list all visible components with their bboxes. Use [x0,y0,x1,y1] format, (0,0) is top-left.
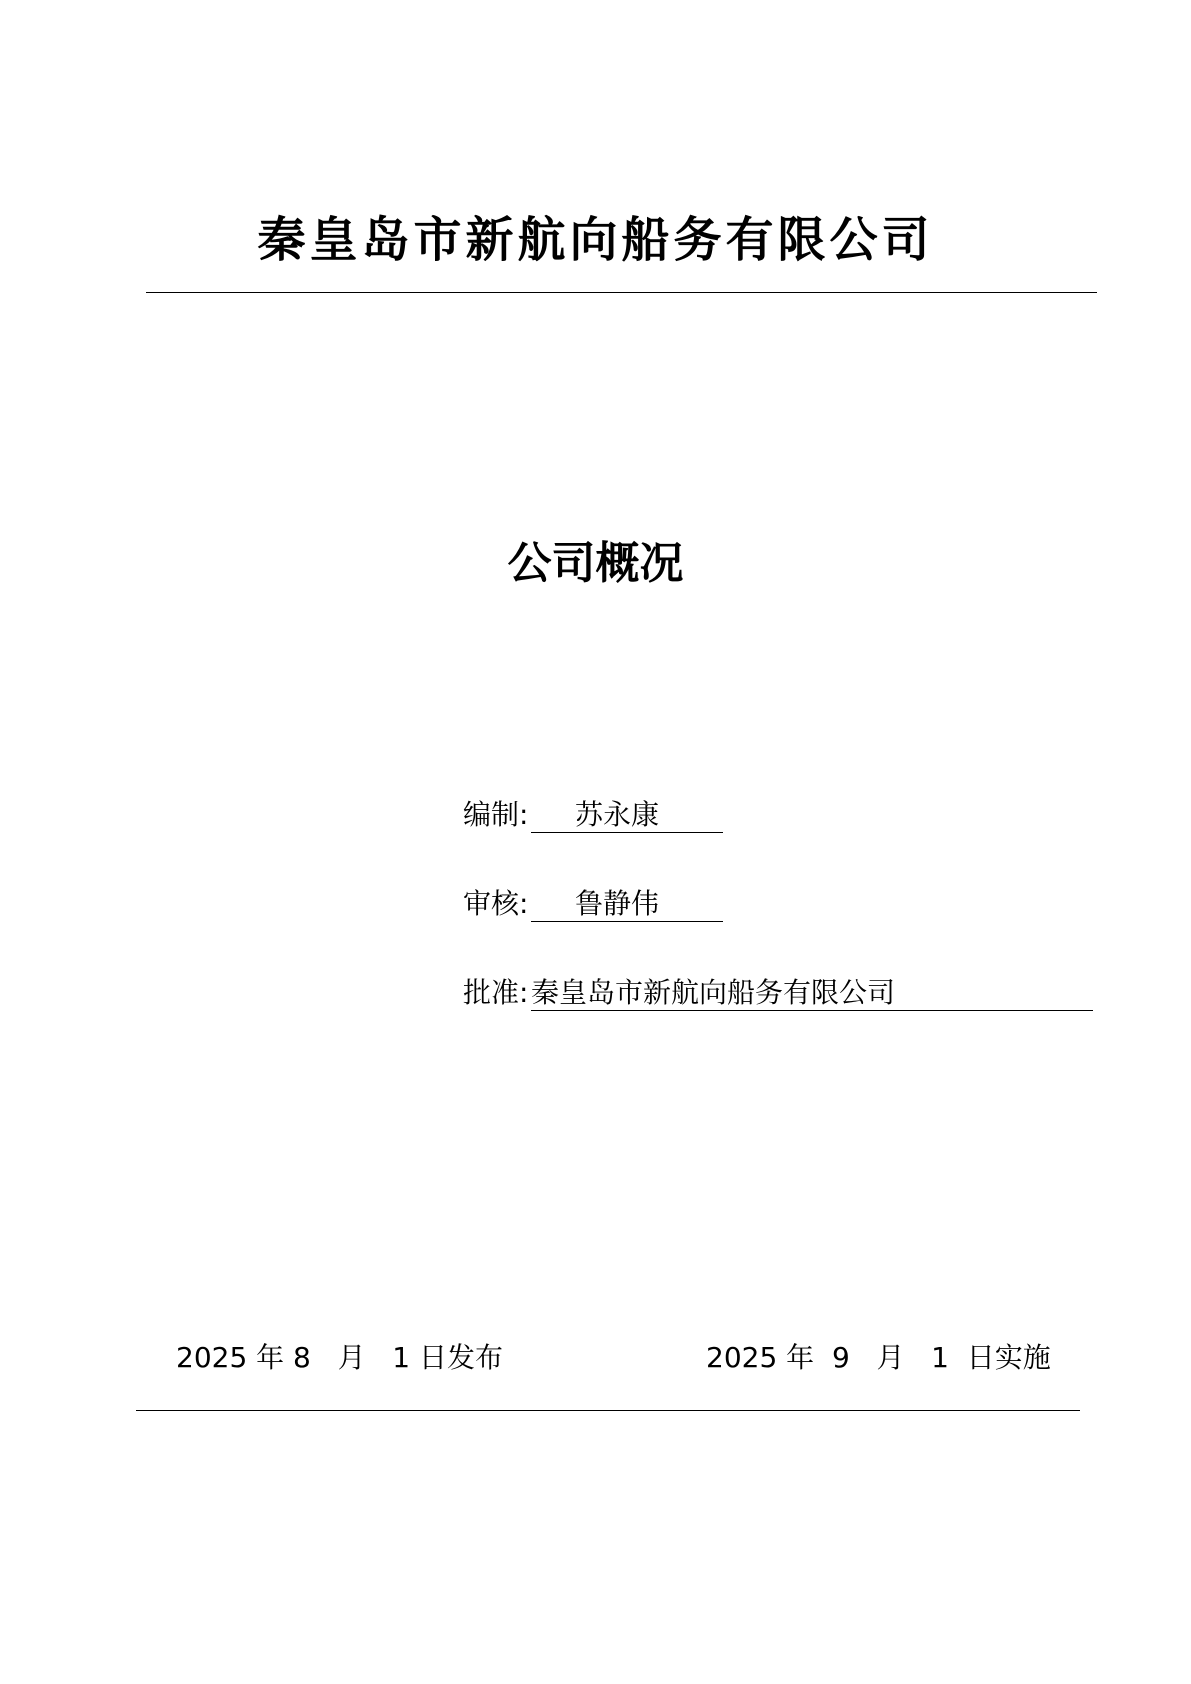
header-divider [146,292,1097,293]
publish-date: 2025 年 8 月 1 日发布 [176,1341,503,1374]
review-label: 审核: [463,887,529,920]
approve-underline [531,1010,1093,1011]
company-name-heading: 秦皇岛市新航向船务有限公司 [257,212,934,268]
effective-date: 2025 年 9 月 1 日实施 [706,1341,1051,1374]
compile-label: 编制: [463,798,529,831]
compile-underline [531,832,723,833]
footer-divider [136,1410,1080,1411]
approve-label: 批准: [463,976,529,1009]
compile-value: 苏永康 [575,798,660,831]
review-value: 鲁静伟 [575,887,660,920]
review-underline [531,921,723,922]
approve-value: 秦皇岛市新航向船务有限公司 [531,976,896,1009]
document-title: 公司概况 [507,538,684,589]
